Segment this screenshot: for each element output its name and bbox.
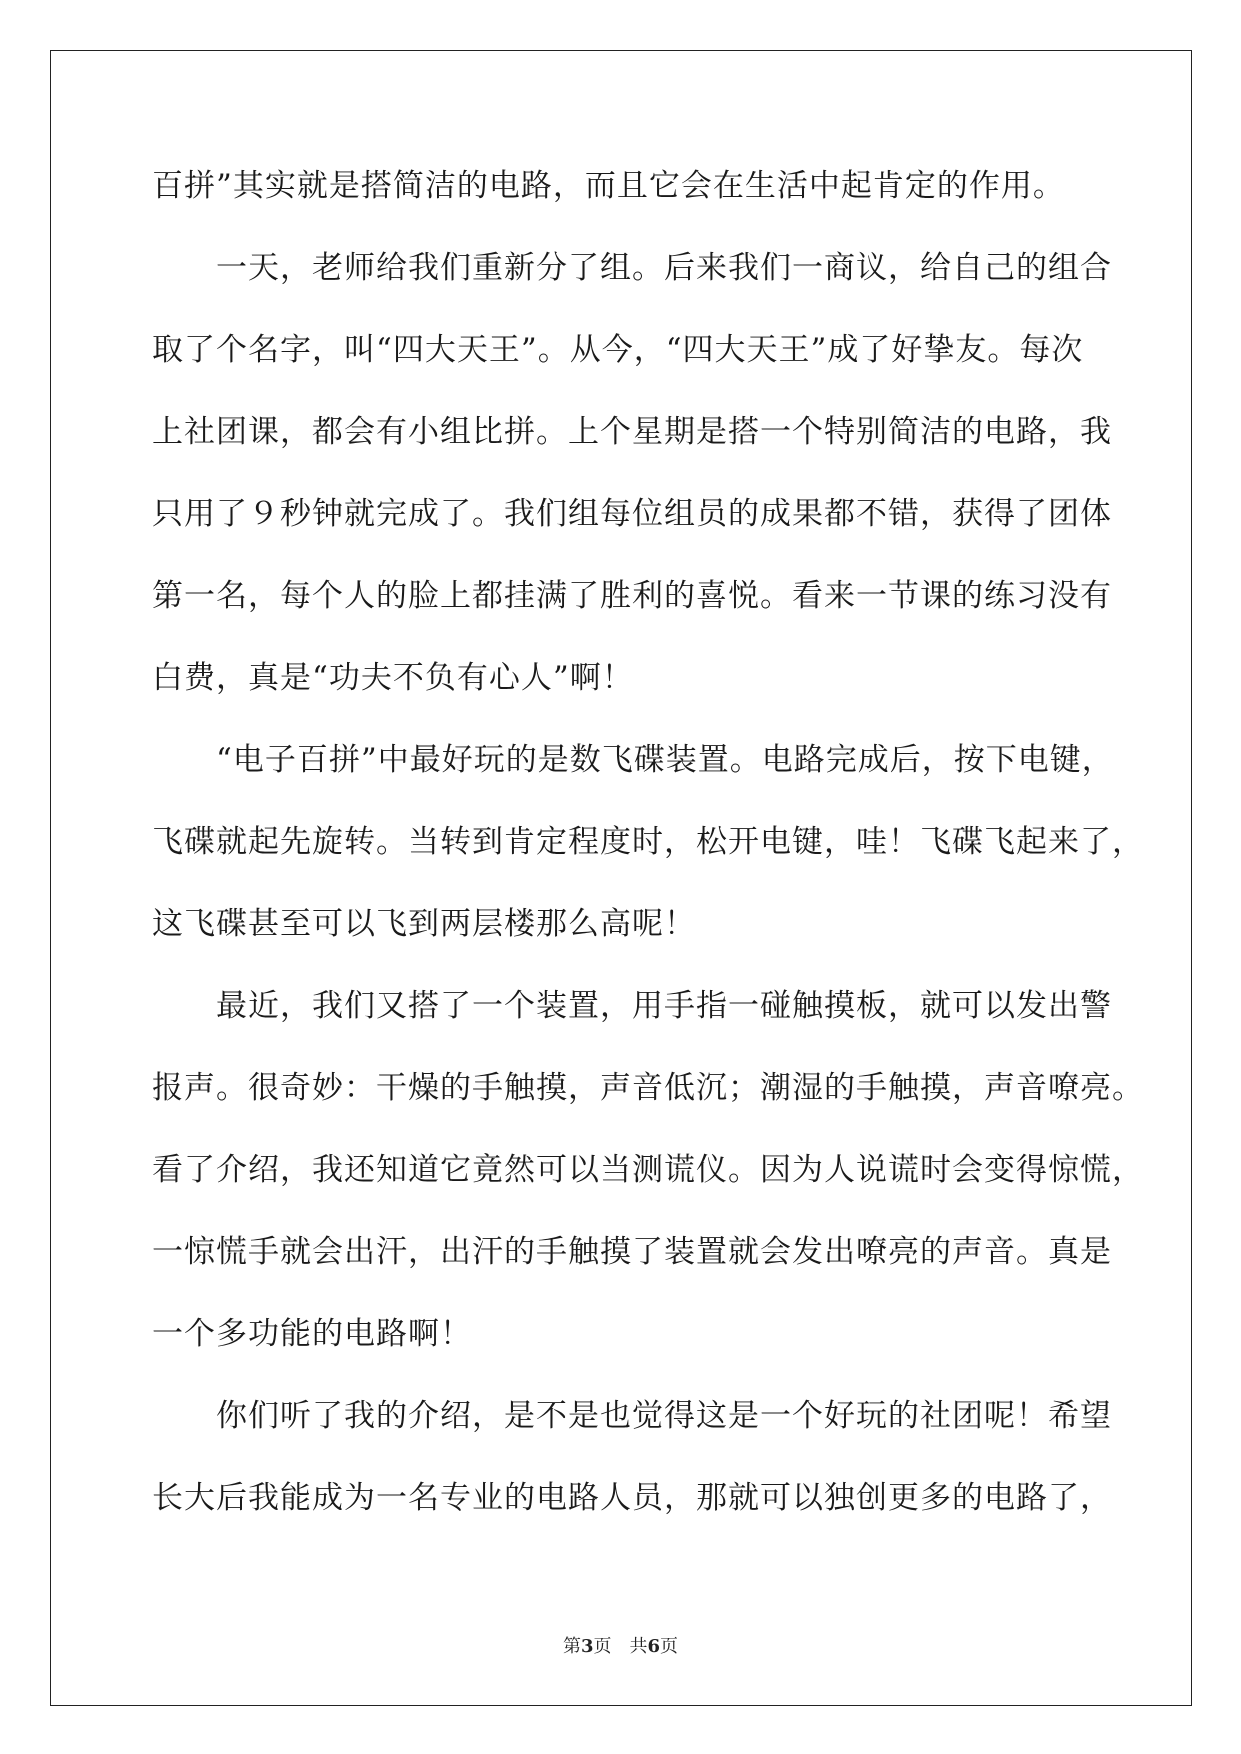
current-page-number: 3 xyxy=(580,1636,594,1657)
text-line: 上社团课，都会有小组比拼。上个星期是搭一个特别简洁的电路，我 xyxy=(152,414,1112,450)
document-body xyxy=(152,160,1144,1554)
text-line: 一天，老师给我们重新分了组。后来我们一商议，给自己的组合 xyxy=(216,250,1112,286)
text-line: 你们听了我的介绍，是不是也觉得这是一个好玩的社团呢！希望 xyxy=(216,1398,1112,1434)
text-line: 第一名，每个人的脸上都挂满了胜利的喜悦。看来一节课的练习没有 xyxy=(152,578,1112,614)
text-line: 一个多功能的电路啊！ xyxy=(152,1316,472,1352)
page-number-prefix: 第 xyxy=(562,1636,581,1657)
text-line: “电子百拼”中最好玩的是数飞碟装置。电路完成后，按下电键， xyxy=(216,742,1114,778)
text-line: 百拼”其实就是搭简洁的电路，而且它会在生活中起肯定的作用。 xyxy=(152,168,1065,204)
text-line: 长大后我能成为一名专业的电路人员，那就可以独创更多的电路了， xyxy=(152,1480,1112,1516)
page-footer xyxy=(0,1632,1241,1658)
text-line: 只用了９秒钟就完成了。我们组每位组员的成果都不错，获得了团体 xyxy=(152,496,1112,532)
text-line: 取了个名字，叫“四大天王”。从今，“四大天王”成了好挚友。每次 xyxy=(152,332,1084,368)
text-line: 看了介绍，我还知道它竟然可以当测谎仪。因为人说谎时会变得惊慌， xyxy=(152,1152,1144,1188)
text-line: 报声。很奇妙：干燥的手触摸，声音低沉；潮湿的手触摸，声音嘹亮。 xyxy=(152,1070,1144,1106)
page-number-suffix: 页 xyxy=(593,1636,612,1657)
total-page-count: 6 xyxy=(647,1636,661,1657)
total-pages-suffix: 页 xyxy=(660,1636,679,1657)
total-pages-prefix: 共 xyxy=(629,1636,648,1657)
text-line: 这飞碟甚至可以飞到两层楼那么高呢！ xyxy=(152,906,696,942)
text-line: 最近，我们又搭了一个装置，用手指一碰触摸板，就可以发出警 xyxy=(216,988,1112,1024)
text-line: 一惊慌手就会出汗，出汗的手触摸了装置就会发出嘹亮的声音。真是 xyxy=(152,1234,1112,1270)
text-line: 飞碟就起先旋转。当转到肯定程度时，松开电键，哇！飞碟飞起来了， xyxy=(152,824,1144,860)
text-line: 白费，真是“功夫不负有心人”啊！ xyxy=(152,660,634,696)
